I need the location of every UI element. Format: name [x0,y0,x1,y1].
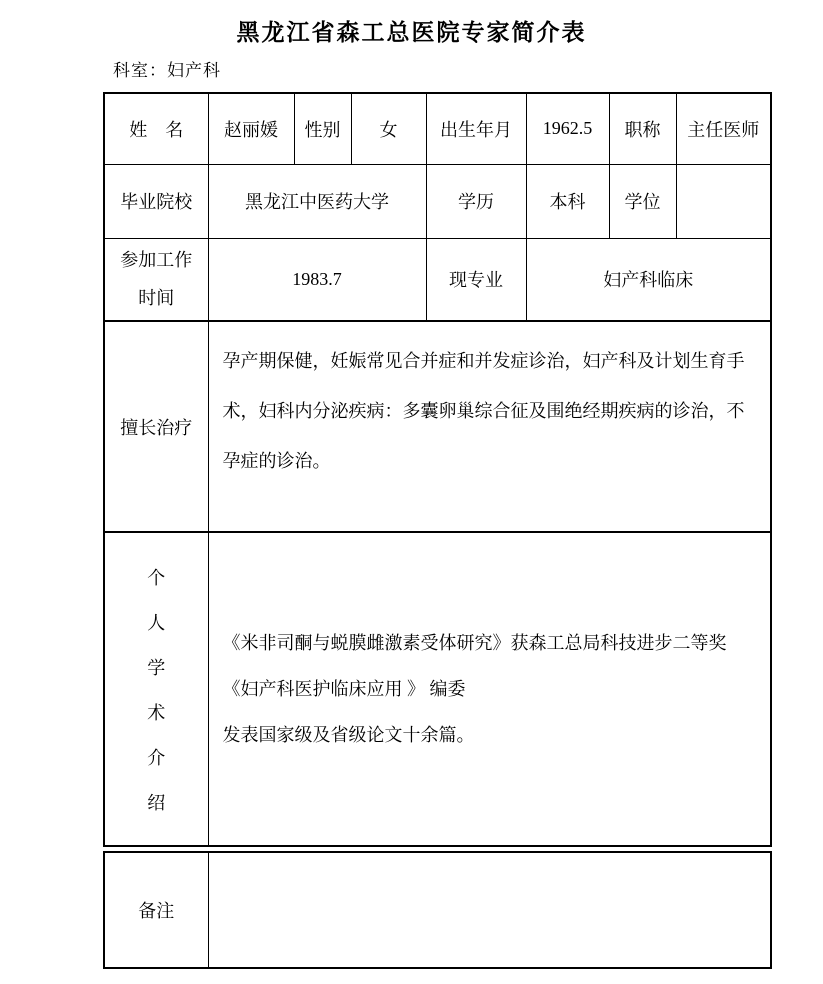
expertise-value: 孕产期保健，妊娠常见合并症和并发症诊治，妇产科及计划生育手术，妇科内分泌疾病：多囊卵巢综合征及围绝经期疾病的诊治，不孕症的诊治。 [208,321,771,532]
academic-line: 《妇产科医护临床应用 》 编委 [222,679,466,699]
remarks-value [208,852,771,968]
work-start-label-line2: 时间 [138,288,175,309]
education-value: 本科 [526,164,609,238]
academic-label [104,532,208,846]
academic-line: 《米非司酮与蜕膜雌激素受体研究》获森工总局科技进步二等奖 [222,633,727,653]
degree-label: 学位 [609,164,676,238]
birth-label: 出生年月 [426,93,526,164]
table-row [104,164,771,238]
expert-info-table-wrapper [103,92,770,969]
page-title: 黑龙江省森工总医院专家简介表 [236,20,587,45]
department-label: 科室：妇产科 [113,61,221,80]
academic-label-char: 绍 [147,792,166,813]
school-value: 黑龙江中医药大学 [208,164,426,238]
academic-line: 发表国家级及省级论文十余篇。 [222,725,475,745]
academic-label-char: 学 [147,657,166,678]
expertise-label: 擅长治疗 [104,321,208,532]
table-row [104,532,771,846]
remarks-label: 备注 [104,852,208,968]
work-start-value: 1983.7 [208,238,426,321]
table-row [104,321,771,532]
remarks-table [103,851,772,969]
table-row [104,852,771,968]
work-start-label-line1: 参加工作 [120,250,193,271]
gender-label: 性别 [294,93,351,164]
academic-value [208,532,771,846]
table-row [104,238,771,321]
work-start-label [104,238,208,321]
education-label: 学历 [426,164,526,238]
gender-value: 女 [351,93,426,164]
name-label: 姓 名 [104,93,208,164]
specialty-label: 现专业 [426,238,526,321]
academic-label-char: 介 [147,747,166,768]
academic-label-char: 人 [147,612,166,633]
title-label: 职称 [609,93,676,164]
degree-value [676,164,771,238]
title-value: 主任医师 [676,93,771,164]
academic-label-char: 术 [147,702,166,723]
table-row [104,93,771,164]
expert-info-table [103,92,772,847]
birth-value: 1962.5 [526,93,609,164]
academic-label-char: 个 [147,567,166,588]
specialty-value: 妇产科临床 [526,238,771,321]
name-value: 赵丽媛 [208,93,294,164]
school-label: 毕业院校 [104,164,208,238]
